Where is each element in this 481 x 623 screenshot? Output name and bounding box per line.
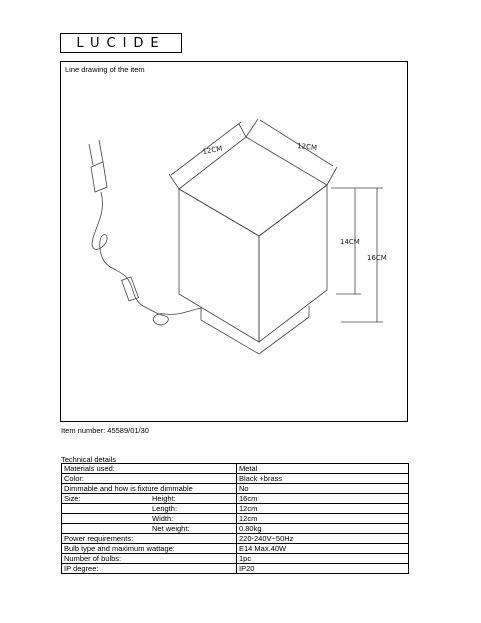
table-row [62, 494, 409, 504]
row-value: No [237, 484, 409, 494]
row-value: IP20 [237, 564, 409, 574]
row-label: Dimmable and how is fixture dimmable [62, 484, 237, 494]
row-label: Color: [62, 474, 237, 484]
row-value: 12cm [237, 504, 409, 514]
row-label: Length: [150, 504, 237, 514]
row-label: Net weight: [150, 524, 237, 534]
lamp-base [201, 306, 309, 354]
row-value: Metal [237, 464, 409, 474]
row-label: Height: [150, 494, 237, 504]
row-value: 1pc [237, 554, 409, 564]
plug-icon [91, 162, 107, 192]
row-value: 220-240V~50Hz [237, 534, 409, 544]
dim-shade-height: 14CM [340, 238, 360, 246]
table-row [62, 534, 409, 544]
table-row [62, 514, 409, 524]
table-row [62, 504, 409, 514]
row-value: E14 Max.40W [237, 544, 409, 554]
item-number: Item number: 45589/01/30 [61, 426, 149, 435]
drawing-title: Line drawing of the item [65, 65, 145, 74]
row-label: IP degree: [62, 564, 237, 574]
lamp-line-drawing [61, 62, 409, 423]
size-spacer [62, 504, 151, 514]
dim-width-right: 12CM [296, 142, 318, 153]
row-label: Number of bulbs: [62, 554, 237, 564]
size-spacer [62, 514, 151, 524]
lamp-shade-right-face [259, 185, 327, 342]
line-drawing-panel [60, 61, 408, 422]
dim-width-left: 12CM [201, 144, 223, 156]
lamp-shade-left-face [179, 189, 259, 342]
technical-details-table [61, 463, 409, 574]
row-label: Bulb type and maximum wattage: [62, 544, 237, 554]
size-label: Size: [62, 494, 151, 504]
row-label: Width: [150, 514, 237, 524]
table-row [62, 524, 409, 534]
power-cord [92, 192, 201, 325]
row-value: 0.80kg [237, 524, 409, 534]
row-value: 12cm [237, 514, 409, 524]
dim-total-height: 16CM [367, 254, 387, 262]
size-spacer [62, 524, 151, 534]
row-value: Black +brass [237, 474, 409, 484]
table-row [62, 484, 409, 494]
row-value: 16cm [237, 494, 409, 504]
brand-logo: LUCIDE [60, 33, 182, 53]
table-row [62, 464, 409, 474]
table-row [62, 564, 409, 574]
table-row [62, 554, 409, 564]
table-row [62, 474, 409, 484]
row-label: Power requirements: [62, 534, 237, 544]
cord-switch [122, 277, 139, 301]
technical-details-title: Technical details [61, 455, 117, 464]
table-row [62, 544, 409, 554]
row-label: Materials used: [62, 464, 237, 474]
